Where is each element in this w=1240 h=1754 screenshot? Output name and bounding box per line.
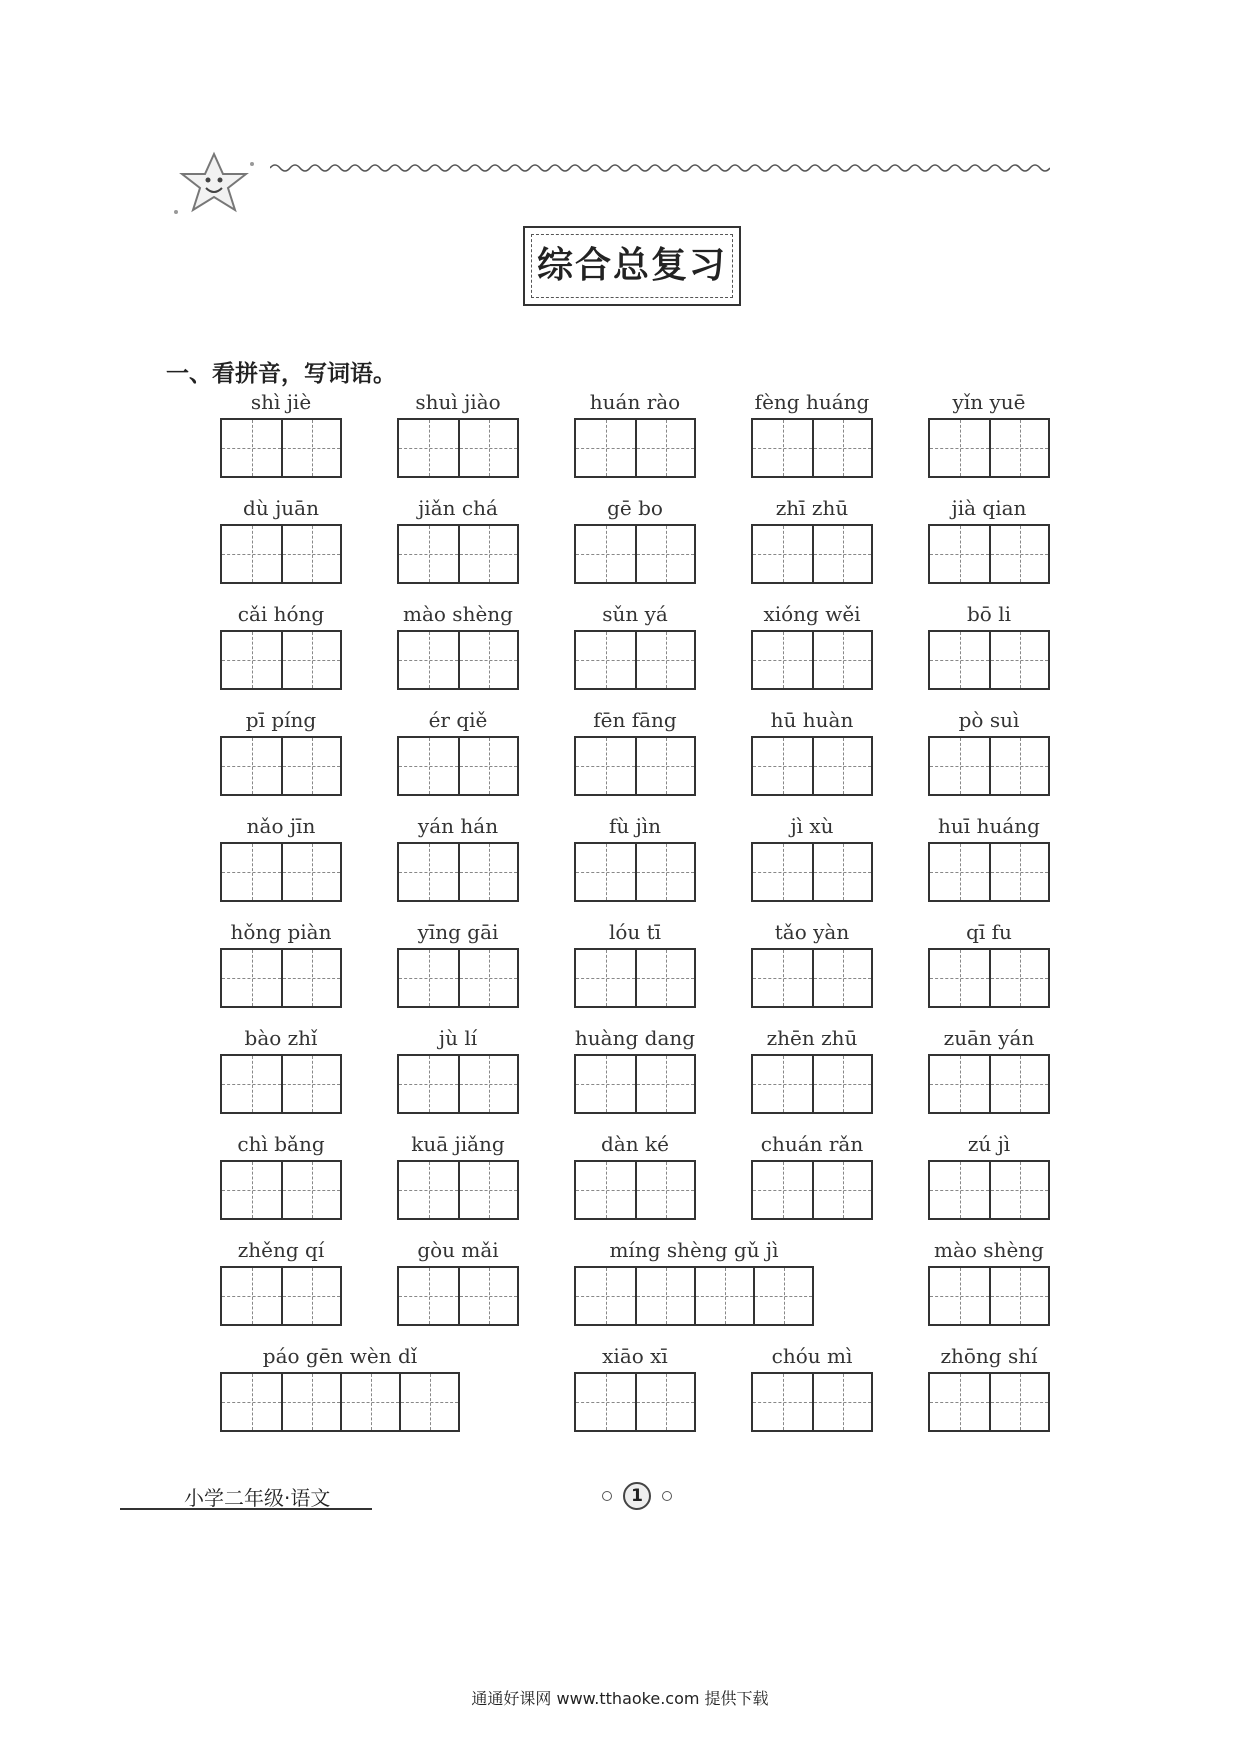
- pinyin-label: huán rào: [589, 390, 681, 414]
- pinyin-label: bō li: [967, 602, 1011, 626]
- word-item: [928, 1340, 1050, 1432]
- writing-cell[interactable]: [753, 950, 812, 1006]
- word-item: [751, 916, 873, 1008]
- writing-cell[interactable]: [989, 1056, 1048, 1112]
- writing-box-group: [751, 1160, 873, 1220]
- writing-box-group: [574, 1372, 696, 1432]
- writing-cell[interactable]: [281, 526, 340, 582]
- word-item: [397, 810, 519, 902]
- writing-cell[interactable]: [399, 738, 458, 794]
- word-item: [751, 1022, 873, 1114]
- writing-cell[interactable]: [576, 632, 635, 688]
- writing-cell[interactable]: [989, 844, 1048, 900]
- pinyin-label: zú jì: [967, 1132, 1011, 1156]
- pinyin-label: fù jìn: [608, 814, 662, 838]
- writing-cell[interactable]: [812, 1374, 871, 1430]
- writing-cell[interactable]: [399, 844, 458, 900]
- pinyin-label: zhōng shí: [940, 1344, 1038, 1368]
- writing-cell[interactable]: [989, 420, 1048, 476]
- writing-box-group: [397, 948, 519, 1008]
- writing-box-group: [928, 418, 1050, 478]
- writing-box-group: [574, 1160, 696, 1220]
- writing-box-group: [220, 524, 342, 584]
- writing-cell[interactable]: [458, 1162, 517, 1218]
- pinyin-label: mào shèng: [403, 602, 513, 626]
- word-item: [928, 492, 1050, 584]
- word-item: [751, 1340, 873, 1432]
- word-item: [397, 1022, 519, 1114]
- writing-box-group: [751, 1372, 873, 1432]
- writing-box-group: [220, 418, 342, 478]
- word-item: [928, 1022, 1050, 1114]
- word-item: [220, 598, 342, 690]
- writing-box-group: [928, 1160, 1050, 1220]
- writing-cell[interactable]: [576, 1374, 635, 1430]
- writing-cell[interactable]: [989, 950, 1048, 1006]
- pinyin-label: shì jiè: [250, 390, 312, 414]
- writing-box-group: [220, 1054, 342, 1114]
- word-item: [220, 1340, 460, 1432]
- pinyin-label: zhī zhū: [775, 496, 849, 520]
- pinyin-label: huàng dang: [574, 1026, 696, 1050]
- pinyin-label: kuā jiǎng: [411, 1132, 505, 1156]
- writing-box-group: [220, 1160, 342, 1220]
- writing-cell[interactable]: [222, 950, 281, 1006]
- writing-box-group: [220, 842, 342, 902]
- writing-cell[interactable]: [930, 1268, 989, 1324]
- writing-cell[interactable]: [989, 1374, 1048, 1430]
- pinyin-label: zhēn zhū: [766, 1026, 858, 1050]
- writing-cell[interactable]: [812, 420, 871, 476]
- writing-cell[interactable]: [399, 950, 458, 1006]
- word-item: [574, 1022, 696, 1114]
- writing-box-group: [928, 736, 1050, 796]
- writing-cell[interactable]: [930, 526, 989, 582]
- writing-cell[interactable]: [399, 526, 458, 582]
- writing-box-group: [397, 842, 519, 902]
- page-number-badge: [598, 1482, 678, 1512]
- writing-cell[interactable]: [930, 632, 989, 688]
- word-item: [751, 598, 873, 690]
- pinyin-label: míng shèng gǔ jì: [609, 1238, 779, 1262]
- word-item: [220, 916, 342, 1008]
- writing-cell[interactable]: [989, 738, 1048, 794]
- writing-box-group: [928, 524, 1050, 584]
- writing-cell[interactable]: [222, 738, 281, 794]
- pinyin-label: zhěng qí: [237, 1238, 325, 1262]
- writing-cell[interactable]: [930, 420, 989, 476]
- writing-cell[interactable]: [458, 1268, 517, 1324]
- writing-cell[interactable]: [753, 420, 812, 476]
- pinyin-label: yīng gāi: [417, 920, 499, 944]
- pinyin-label: tǎo yàn: [774, 920, 850, 944]
- pinyin-label: dù juān: [243, 496, 319, 520]
- writing-cell[interactable]: [281, 950, 340, 1006]
- writing-box-group: [928, 1266, 1050, 1326]
- writing-cell[interactable]: [635, 632, 694, 688]
- word-item: [220, 492, 342, 584]
- word-item: [751, 492, 873, 584]
- writing-cell[interactable]: [576, 420, 635, 476]
- word-item: [928, 386, 1050, 478]
- pinyin-label: xiāo xī: [602, 1344, 668, 1368]
- writing-box-group: [220, 948, 342, 1008]
- writing-box-group: [928, 842, 1050, 902]
- writing-box-group: [397, 630, 519, 690]
- word-item: [220, 810, 342, 902]
- writing-cell[interactable]: [281, 1374, 340, 1430]
- word-item: [220, 1022, 342, 1114]
- footer-rule: [120, 1508, 372, 1510]
- writing-cell[interactable]: [399, 1268, 458, 1324]
- pinyin-label: ér qiě: [428, 708, 488, 732]
- writing-cell[interactable]: [930, 844, 989, 900]
- pinyin-label: fēn fāng: [593, 708, 677, 732]
- word-item: [220, 704, 342, 796]
- writing-cell[interactable]: [281, 844, 340, 900]
- word-item: [928, 1128, 1050, 1220]
- writing-cell[interactable]: [399, 1374, 458, 1430]
- writing-cell[interactable]: [989, 1162, 1048, 1218]
- pinyin-label: chuán rǎn: [760, 1132, 864, 1156]
- writing-cell[interactable]: [458, 738, 517, 794]
- writing-cell[interactable]: [576, 526, 635, 582]
- word-item: [397, 1128, 519, 1220]
- star-mascot-icon: [172, 150, 262, 220]
- writing-cell[interactable]: [281, 738, 340, 794]
- writing-box-group: [397, 1054, 519, 1114]
- writing-cell[interactable]: [989, 1268, 1048, 1324]
- writing-box-group: [574, 736, 696, 796]
- word-item: [574, 704, 696, 796]
- writing-cell[interactable]: [576, 1268, 635, 1324]
- writing-cell[interactable]: [635, 1162, 694, 1218]
- word-item: [220, 386, 342, 478]
- word-item: [751, 386, 873, 478]
- writing-cell[interactable]: [281, 1056, 340, 1112]
- writing-cell[interactable]: [576, 1162, 635, 1218]
- writing-cell[interactable]: [222, 420, 281, 476]
- writing-cell[interactable]: [222, 844, 281, 900]
- writing-cell[interactable]: [222, 1056, 281, 1112]
- writing-cell[interactable]: [399, 1162, 458, 1218]
- writing-cell[interactable]: [399, 632, 458, 688]
- writing-cell[interactable]: [222, 1162, 281, 1218]
- writing-box-group: [220, 630, 342, 690]
- writing-cell[interactable]: [812, 1056, 871, 1112]
- pinyin-label: qī fu: [966, 920, 1012, 944]
- writing-box-group: [220, 1372, 460, 1432]
- word-item: [751, 810, 873, 902]
- pinyin-label: zuān yán: [943, 1026, 1035, 1050]
- writing-cell[interactable]: [281, 1162, 340, 1218]
- writing-box-group: [220, 736, 342, 796]
- writing-cell[interactable]: [753, 526, 812, 582]
- word-item: [574, 810, 696, 902]
- writing-box-group: [574, 948, 696, 1008]
- download-credit: 通通好课网 www.tthaoke.com 提供下载: [471, 1689, 769, 1708]
- writing-cell[interactable]: [576, 1056, 635, 1112]
- pinyin-label: jù lí: [438, 1026, 478, 1050]
- pinyin-label: hǒng piàn: [230, 920, 332, 944]
- word-item: [220, 1128, 342, 1220]
- writing-cell[interactable]: [222, 526, 281, 582]
- writing-cell[interactable]: [753, 1268, 812, 1324]
- pinyin-label: gē bo: [607, 496, 663, 520]
- writing-cell[interactable]: [635, 844, 694, 900]
- writing-cell[interactable]: [753, 844, 812, 900]
- word-item: [397, 704, 519, 796]
- pinyin-label: fèng huáng: [754, 390, 870, 414]
- writing-cell[interactable]: [930, 738, 989, 794]
- writing-cell[interactable]: [930, 950, 989, 1006]
- writing-box-group: [928, 948, 1050, 1008]
- writing-box-group: [574, 524, 696, 584]
- word-item: [928, 810, 1050, 902]
- writing-cell[interactable]: [458, 950, 517, 1006]
- writing-cell[interactable]: [458, 844, 517, 900]
- word-item: [574, 1128, 696, 1220]
- word-item: [928, 916, 1050, 1008]
- pinyin-label: pò suì: [958, 708, 1020, 732]
- word-item: [397, 386, 519, 478]
- writing-box-group: [928, 1054, 1050, 1114]
- writing-cell[interactable]: [281, 1268, 340, 1324]
- pinyin-label: jiǎn chá: [418, 496, 498, 520]
- pinyin-label: pī píng: [245, 708, 317, 732]
- writing-box-group: [574, 1266, 814, 1326]
- writing-box-group: [220, 1266, 342, 1326]
- writing-box-group: [751, 1054, 873, 1114]
- writing-cell[interactable]: [635, 1268, 694, 1324]
- writing-cell[interactable]: [753, 632, 812, 688]
- writing-cell[interactable]: [753, 1374, 812, 1430]
- word-item: [574, 916, 696, 1008]
- writing-cell[interactable]: [458, 1056, 517, 1112]
- word-item: [928, 704, 1050, 796]
- word-item: [574, 598, 696, 690]
- writing-cell[interactable]: [281, 632, 340, 688]
- pinyin-label: jì xù: [790, 814, 834, 838]
- word-item: [751, 704, 873, 796]
- dot-ornament: [662, 1491, 672, 1501]
- pinyin-label: lóu tī: [608, 920, 662, 944]
- writing-cell[interactable]: [458, 526, 517, 582]
- writing-cell[interactable]: [458, 632, 517, 688]
- writing-box-group: [397, 736, 519, 796]
- writing-box-group: [928, 630, 1050, 690]
- pinyin-label: bào zhǐ: [244, 1026, 318, 1050]
- writing-box-group: [397, 524, 519, 584]
- page-title: 综合总复习: [536, 245, 727, 286]
- writing-box-group: [751, 630, 873, 690]
- writing-cell[interactable]: [812, 1162, 871, 1218]
- word-item: [397, 916, 519, 1008]
- writing-box-group: [574, 1054, 696, 1114]
- word-item: [928, 1234, 1050, 1326]
- word-item: [574, 492, 696, 584]
- writing-cell[interactable]: [753, 1162, 812, 1218]
- pinyin-label: páo gēn wèn dǐ: [262, 1344, 418, 1368]
- writing-cell[interactable]: [753, 1056, 812, 1112]
- pinyin-label: jià qian: [951, 496, 1027, 520]
- writing-box-group: [751, 418, 873, 478]
- writing-box-group: [751, 842, 873, 902]
- pinyin-label: sǔn yá: [602, 602, 668, 626]
- footer-label: 小学二年级·语文: [184, 1486, 331, 1510]
- writing-box-group: [751, 948, 873, 1008]
- writing-box-group: [397, 1160, 519, 1220]
- writing-cell[interactable]: [812, 738, 871, 794]
- writing-cell[interactable]: [812, 844, 871, 900]
- pinyin-label: dàn ké: [601, 1132, 669, 1156]
- pinyin-label: chóu mì: [771, 1344, 853, 1368]
- page-number: 1: [623, 1482, 651, 1510]
- word-item: [397, 492, 519, 584]
- word-item: [397, 1234, 519, 1326]
- word-item: [574, 1340, 696, 1432]
- writing-cell[interactable]: [576, 738, 635, 794]
- writing-box-group: [574, 418, 696, 478]
- writing-cell[interactable]: [812, 526, 871, 582]
- writing-cell[interactable]: [222, 1268, 281, 1324]
- writing-cell[interactable]: [340, 1374, 399, 1430]
- pinyin-label: mào shèng: [934, 1238, 1044, 1262]
- dot-ornament: [602, 1491, 612, 1501]
- word-item: [574, 1234, 814, 1326]
- writing-cell[interactable]: [694, 1268, 753, 1324]
- writing-cell[interactable]: [399, 420, 458, 476]
- writing-cell[interactable]: [812, 632, 871, 688]
- writing-cell[interactable]: [930, 1374, 989, 1430]
- writing-box-group: [397, 1266, 519, 1326]
- pinyin-label: huī huáng: [938, 814, 1040, 838]
- writing-cell[interactable]: [222, 632, 281, 688]
- pinyin-label: yǐn yuē: [952, 390, 1026, 414]
- writing-cell[interactable]: [222, 1374, 281, 1430]
- word-item: [928, 598, 1050, 690]
- writing-box-group: [928, 1372, 1050, 1432]
- pinyin-label: gòu mǎi: [417, 1238, 499, 1262]
- writing-cell[interactable]: [635, 950, 694, 1006]
- word-item: [751, 1128, 873, 1220]
- writing-cell[interactable]: [635, 1374, 694, 1430]
- writing-cell[interactable]: [576, 844, 635, 900]
- writing-cell[interactable]: [635, 420, 694, 476]
- writing-cell[interactable]: [989, 526, 1048, 582]
- pinyin-label: xióng wěi: [763, 602, 861, 626]
- writing-cell[interactable]: [281, 420, 340, 476]
- writing-cell[interactable]: [989, 632, 1048, 688]
- pinyin-label: yán hán: [417, 814, 499, 838]
- writing-box-group: [751, 524, 873, 584]
- pinyin-label: nǎo jīn: [246, 814, 316, 838]
- pinyin-label: shuì jiào: [415, 390, 501, 414]
- writing-box-group: [574, 630, 696, 690]
- writing-box-group: [574, 842, 696, 902]
- writing-box-group: [397, 418, 519, 478]
- writing-cell[interactable]: [635, 526, 694, 582]
- writing-cell[interactable]: [930, 1162, 989, 1218]
- wavy-divider: [270, 160, 1050, 176]
- word-item: [220, 1234, 342, 1326]
- writing-cell[interactable]: [635, 1056, 694, 1112]
- pinyin-label: cǎi hóng: [237, 602, 325, 626]
- writing-cell[interactable]: [458, 420, 517, 476]
- pinyin-label: chì bǎng: [237, 1132, 325, 1156]
- word-item: [574, 386, 696, 478]
- pinyin-label: hū huàn: [770, 708, 854, 732]
- writing-cell[interactable]: [812, 950, 871, 1006]
- writing-cell[interactable]: [753, 738, 812, 794]
- writing-cell[interactable]: [399, 1056, 458, 1112]
- writing-cell[interactable]: [930, 1056, 989, 1112]
- writing-cell[interactable]: [635, 738, 694, 794]
- section-heading: 一、看拼音，写词语。: [166, 361, 396, 387]
- writing-box-group: [751, 736, 873, 796]
- writing-cell[interactable]: [576, 950, 635, 1006]
- word-item: [397, 598, 519, 690]
